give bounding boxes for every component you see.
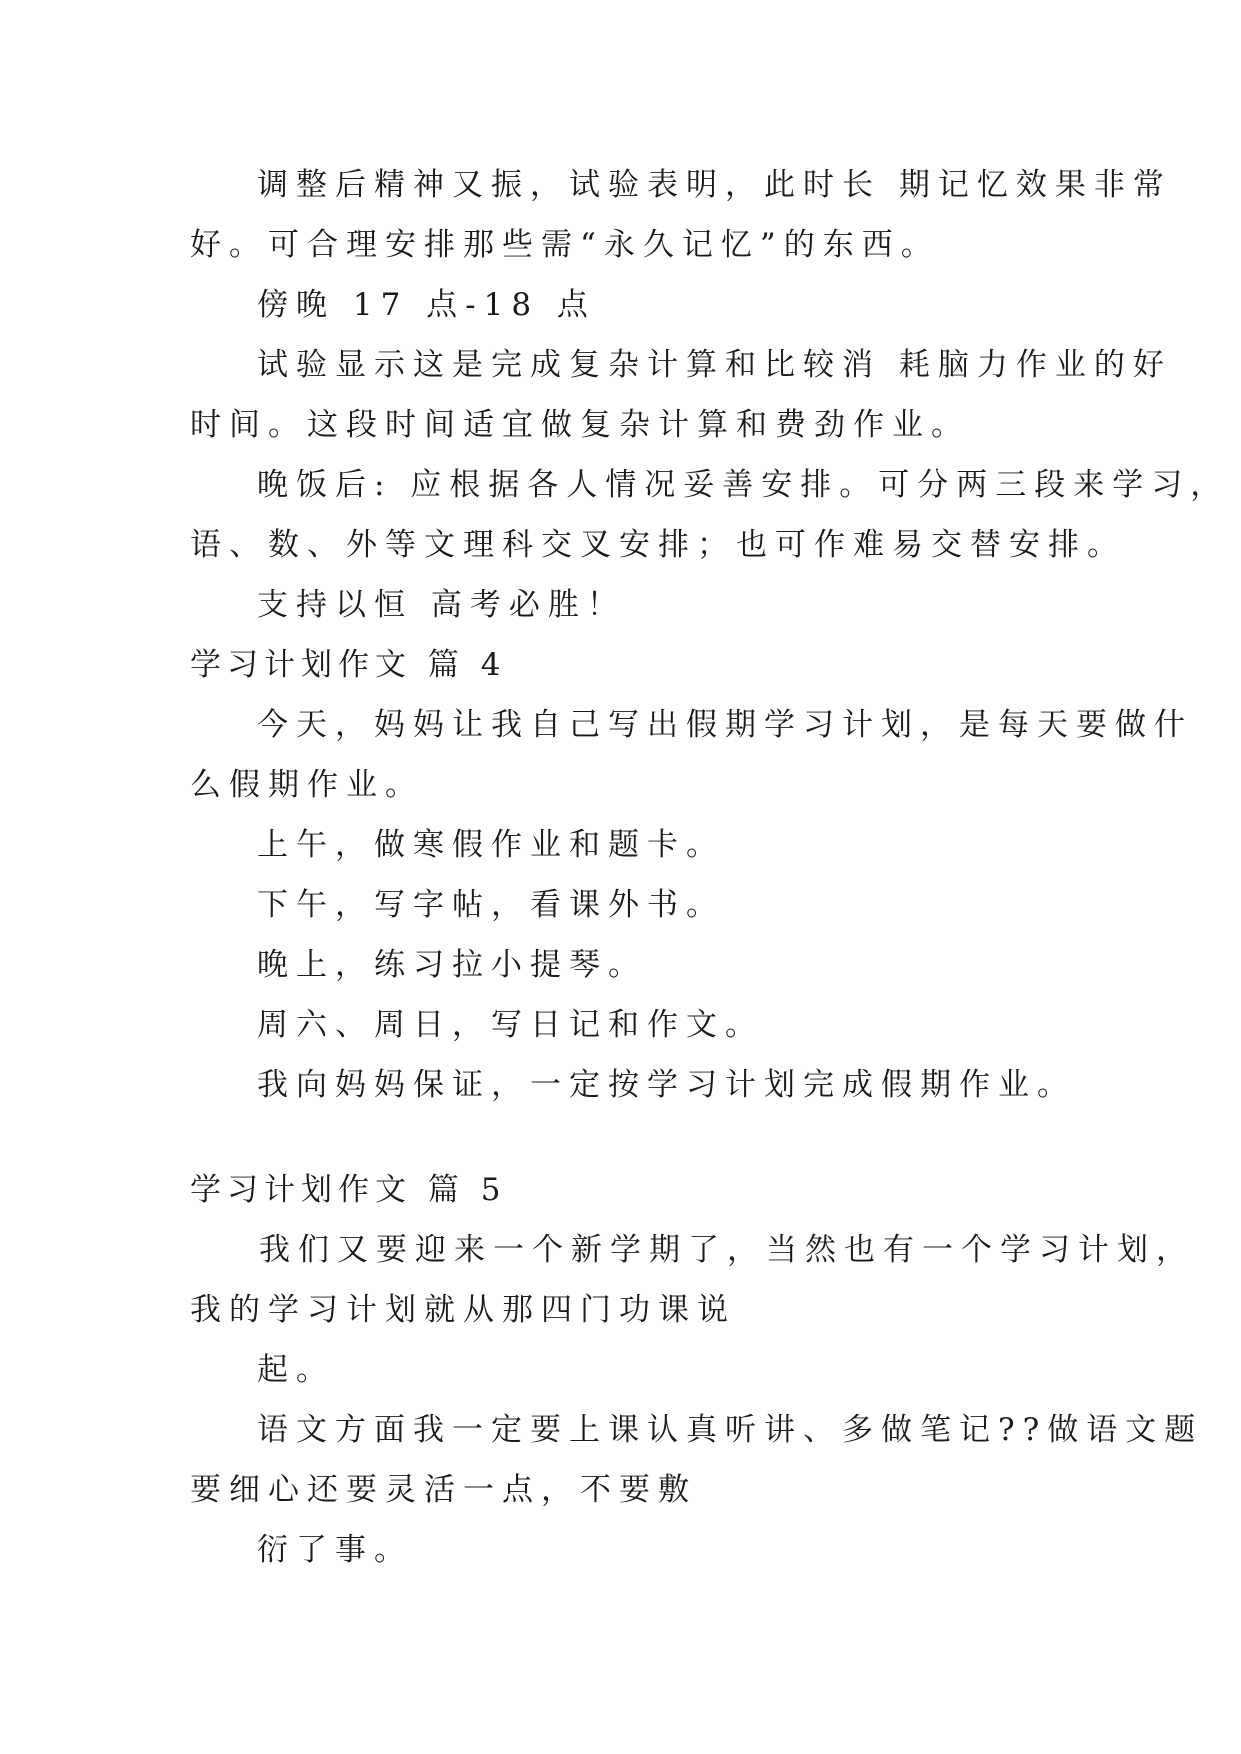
paragraph-line: 语文方面我一定要上课认真听讲、多做笔记??做语文题 xyxy=(257,1412,1204,1448)
paragraph-line: 么假期作业。 xyxy=(190,767,424,803)
paragraph-line: 我向妈妈保证，一定按学习计划完成假期作业。 xyxy=(257,1067,1076,1103)
paragraph-line: 我的学习计划就从那四门功课说 xyxy=(190,1292,736,1328)
paragraph-line: 起。 xyxy=(257,1352,335,1388)
paragraph-line: 语、数、外等文理科交叉安排；也可作难易交替安排。 xyxy=(190,527,1126,563)
paragraph-line: 时间。这段时间适宜做复杂计算和费劲作业。 xyxy=(190,407,970,443)
paragraph-line: 调整后精神又振，试验表明，此时长 期记忆效果非常 xyxy=(257,167,1172,203)
paragraph-line: 试验显示这是完成复杂计算和比较消 耗脑力作业的好 xyxy=(257,347,1172,383)
paragraph-line: 晚上，练习拉小提琴。 xyxy=(257,947,647,983)
paragraph-line: 我们又要迎来一个新学期了，当然也有一个学习计划， xyxy=(259,1232,1195,1268)
paragraph-line: 衍了事。 xyxy=(257,1532,413,1568)
paragraph-line: 周六、周日，写日记和作文。 xyxy=(257,1007,764,1043)
paragraph-line: 支持以恒 高考必胜！ xyxy=(257,587,626,623)
paragraph-line: 上午，做寒假作业和题卡。 xyxy=(257,827,725,863)
paragraph-line: 好。可合理安排那些需“永久记忆”的东西。 xyxy=(190,227,940,263)
section-heading: 学习计划作文 篇 5 xyxy=(190,1172,507,1208)
paragraph-line: 傍晚 17 点-18 点 xyxy=(257,287,596,323)
paragraph-line: 下午，写字帖，看课外书。 xyxy=(257,887,725,923)
paragraph-line: 今天，妈妈让我自己写出假期学习计划，是每天要做什 xyxy=(257,707,1193,743)
paragraph-line: 要细心还要灵活一点，不要敷 xyxy=(190,1472,697,1508)
paragraph-line: 晚饭后: 应根据各人情况妥善安排。可分两三段来学习， xyxy=(257,467,1230,503)
section-heading: 学习计划作文 篇 4 xyxy=(190,647,507,683)
